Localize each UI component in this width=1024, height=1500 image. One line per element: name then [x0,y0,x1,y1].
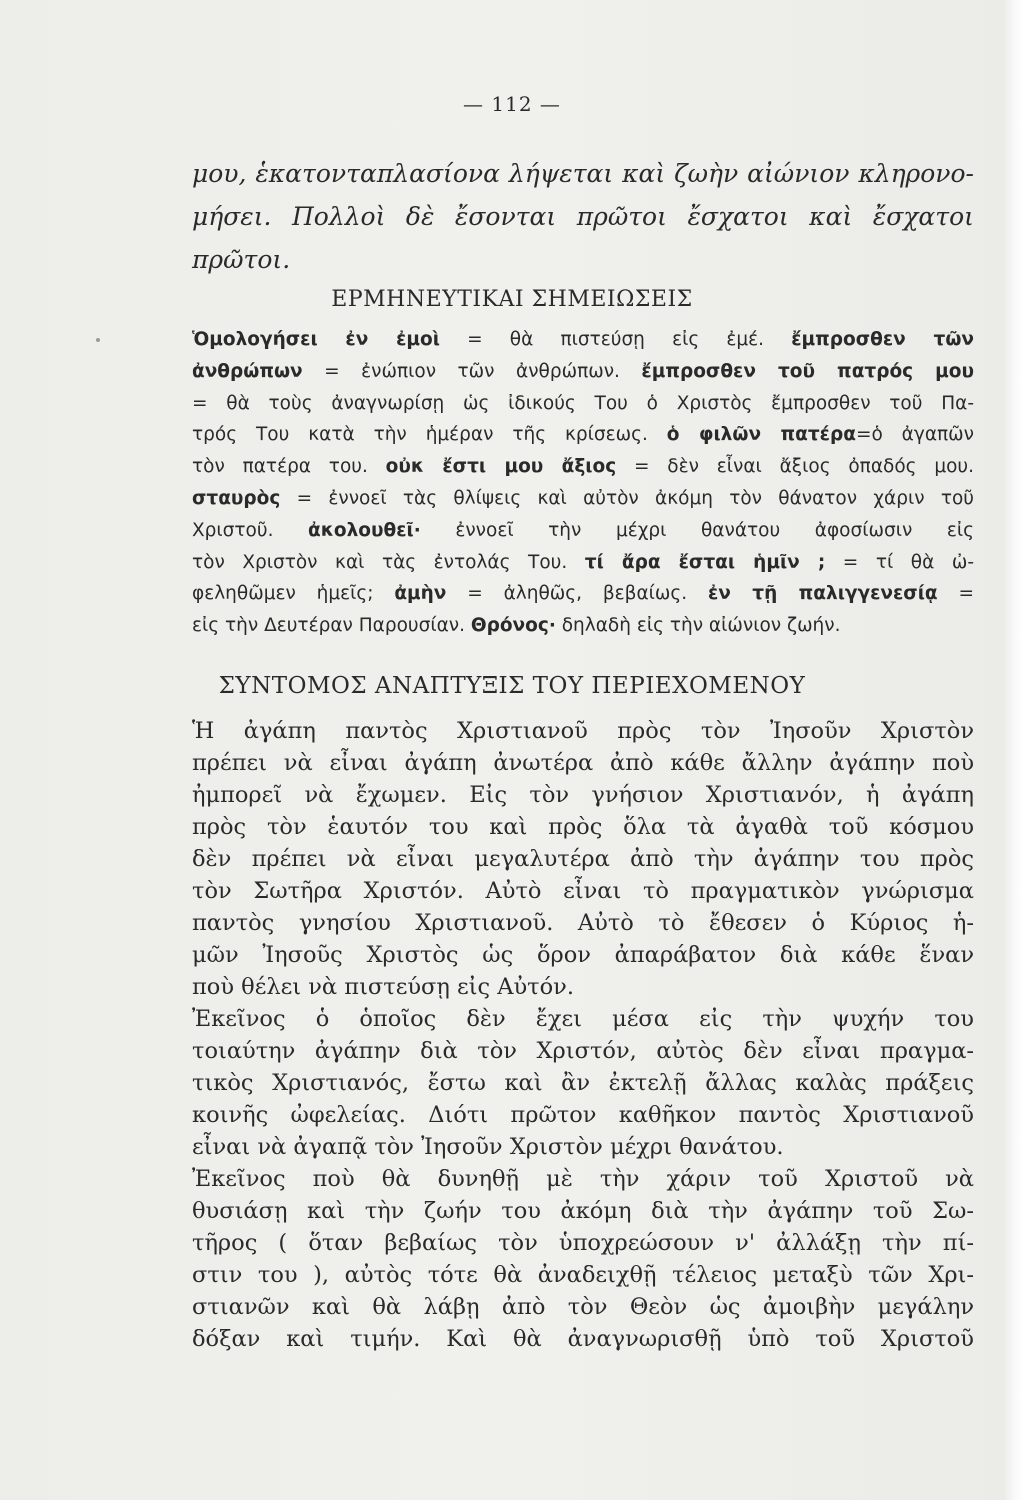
definition-text: φεληθῶμεν ἡμεῖς; [192,583,395,605]
body-line: Ἡ ἀγάπη παντὸς Χριστιανοῦ πρὸς τὸν Ἰησοῦν Χριστὸν [192,718,974,744]
body-line: τὸν Σωτῆρα Χριστόν. Αὐτὸ εἶναι τὸ πραγματικὸν γνώρισμα [192,878,974,904]
notes-line [192,610,974,642]
intro-paragraph [192,152,974,281]
definition-text: = θὰ πιστεύσῃ εἰς ἐμέ. [439,329,792,350]
body-line: πρέπει νὰ εἶναι ἀγάπη ἀνωτέρα ἀπὸ κάθε ἄλλην ἀγάπην ποὺ [192,750,974,776]
term: Θρόνος· [470,615,556,637]
term: Ὁμολογήσει ἐν ἐμοὶ [192,329,440,350]
term: σταυρὸς [192,487,281,509]
definition-text: τὸν πατέρα του. [192,456,386,478]
print-speck [96,338,100,342]
body-line: στιν του ), αὐτὸς τότε θὰ ἀναδειχθῇ τέλειος μεταξὺ τῶν Χρι- [192,1262,974,1288]
summary-heading: ΣΥΝΤΟΜΟΣ ΑΝΑΠΤΥΞΙΣ ΤΟΥ ΠΕΡΙΕΧΟΜΕΝΟΥ [218,673,806,699]
definition-text: =ὁ ἀγαπῶν [855,424,974,446]
body-line: δόξαν καὶ τιμήν. Καὶ θὰ ἀναγνωρισθῇ ὑπὸ τοῦ Χριστοῦ [192,1326,974,1352]
notes-heading: ΕΡΜΗΝΕΥΤΙΚΑΙ ΣΗΜΕΙΩΣΕΙΣ [331,287,693,312]
definition-text: Χριστοῦ. [192,519,309,541]
notes-line [192,515,974,547]
body-line: τικὸς Χριστιανός, ἔστω καὶ ἂν ἐκτελῇ ἄλλας καλὰς πράξεις [192,1070,974,1096]
definition-text: = θὰ τοὺς ἀναγνωρίσῃ ὡς ἰδικούς Του ὁ Χριστὸς ἔμπροσθεν τοῦ Πα- [192,392,974,414]
definition-text: = [937,583,974,605]
definition-text: τρός Του κατὰ τὴν ἡμέραν τῆς κρίσεως. [192,424,667,446]
notes-line [192,419,974,451]
notes-line [192,547,974,579]
body-line: Ἐκεῖνος ὁ ὁποῖος δὲν ἔχει μέσα εἰς τὴν ψυχήν του [192,1006,974,1032]
page-number: — 112 — [463,92,561,116]
notes-line [192,451,974,483]
body-line: τῆρος ( ὅταν βεβαίως τὸν ὑποχρεώσουν ν' ἀλλάξῃ τὴν πί- [192,1230,974,1256]
intro-line: πρῶτοι. [192,245,291,274]
body-line: κοινῆς ὠφελείας. Διότι πρῶτον καθῆκον παντὸς Χριστιανοῦ [192,1102,974,1128]
definition-text: τὸν Χριστὸν καὶ τὰς ἐντολάς Του. [192,551,585,573]
intro-line: μήσει. Πολλοὶ δὲ ἔσονται πρῶτοι ἔσχατοι καὶ ἔσχατοι [192,202,974,231]
body-line: εἶναι νὰ ἀγαπᾷ τὸν Ἰησοῦν Χριστὸν μέχρι θανάτου. [192,1134,784,1160]
term: ἀμὴν [394,583,447,605]
definition-text: = δὲν εἶναι ἄξιος ὀπαδός μου. [616,456,974,478]
notes-line [192,483,974,515]
body-line: Ἐκεῖνος ποὺ θὰ δυνηθῇ μὲ τὴν χάριν τοῦ Χριστοῦ νὰ [192,1166,974,1192]
term: ἀκολουθεῖ· [308,519,421,541]
term: τί ἄρα ἔσται ἡμῖν ; [584,551,826,573]
page-edge [1002,0,1024,1500]
body-line: ποὺ θέλει νὰ πιστεύσῃ εἰς Αὐτόν. [192,974,575,1000]
summary-body [192,715,974,1355]
body-line: θυσιάσῃ καὶ τὴν ζωήν του ἀκόμη διὰ τὴν ἀγάπην τοῦ Σω- [192,1198,974,1224]
intro-line: μου, ἑκατονταπλασίονα λήψεται καὶ ζωὴν αἰώνιον κληρονο- [192,159,974,188]
definition-text: = ἐνώπιον τῶν ἀνθρώπων. [302,360,642,382]
body-line: ἠμπορεῖ νὰ ἔχωμεν. Εἰς τὸν γνήσιον Χριστιανόν, ἡ ἀγάπη [192,782,974,808]
body-line: μῶν Ἰησοῦς Χριστὸς ὡς ὅρον ἀπαράβατον διὰ κάθε ἕναν [192,942,974,968]
notes-line [192,578,974,610]
definition-text: = ἀληθῶς, βεβαίως. [446,583,708,605]
body-line: στιανῶν καὶ θὰ λάβῃ ἀπὸ τὸν Θεὸν ὡς ἀμοιβὴν μεγάλην [192,1294,974,1320]
term: ἔμπροσθεν τῶν [791,329,974,350]
term: ἔμπροσθεν τοῦ πατρός μου [641,360,974,382]
notes-line [192,356,974,388]
definition-text: = ἐννοεῖ τὰς θλίψεις καὶ αὐτὸν ἀκόμη τὸν θάνατον χάριν τοῦ [280,487,974,509]
term: ἐν τῇ παλιγγενεσίᾳ [707,583,938,605]
definition-text: εἰς τὴν Δευτέραν Παρουσίαν. [192,615,471,637]
definition-text: ἐννοεῖ τὴν μέχρι θανάτου ἀφοσίωσιν εἰς [420,519,974,541]
body-line: δὲν πρέπει νὰ εἶναι μεγαλυτέρα ἀπὸ τὴν ἀγάπην του πρὸς [192,846,974,872]
definition-text: δηλαδὴ εἰς τὴν αἰώνιον ζωήν. [555,615,841,637]
body-line: παντὸς γνησίου Χριστιανοῦ. Αὐτὸ τὸ ἔθεσεν ὁ Κύριος ἡ- [192,910,974,936]
term: οὐκ ἔστι μου ἄξιος [385,456,617,478]
notes-line [192,324,974,356]
explanatory-notes [192,324,974,642]
body-line: πρὸς τὸν ἑαυτόν του καὶ πρὸς ὅλα τὰ ἀγαθὰ τοῦ κόσμου [192,814,974,840]
term: ὁ φιλῶν πατέρα [666,424,856,446]
term: ἀνθρώπων [192,360,303,382]
notes-line [192,388,974,420]
body-line: τοιαύτην ἀγάπην διὰ τὸν Χριστόν, αὐτὸς δὲν εἶναι πραγμα- [192,1038,974,1064]
definition-text: = τί θὰ ὠ- [825,551,974,573]
